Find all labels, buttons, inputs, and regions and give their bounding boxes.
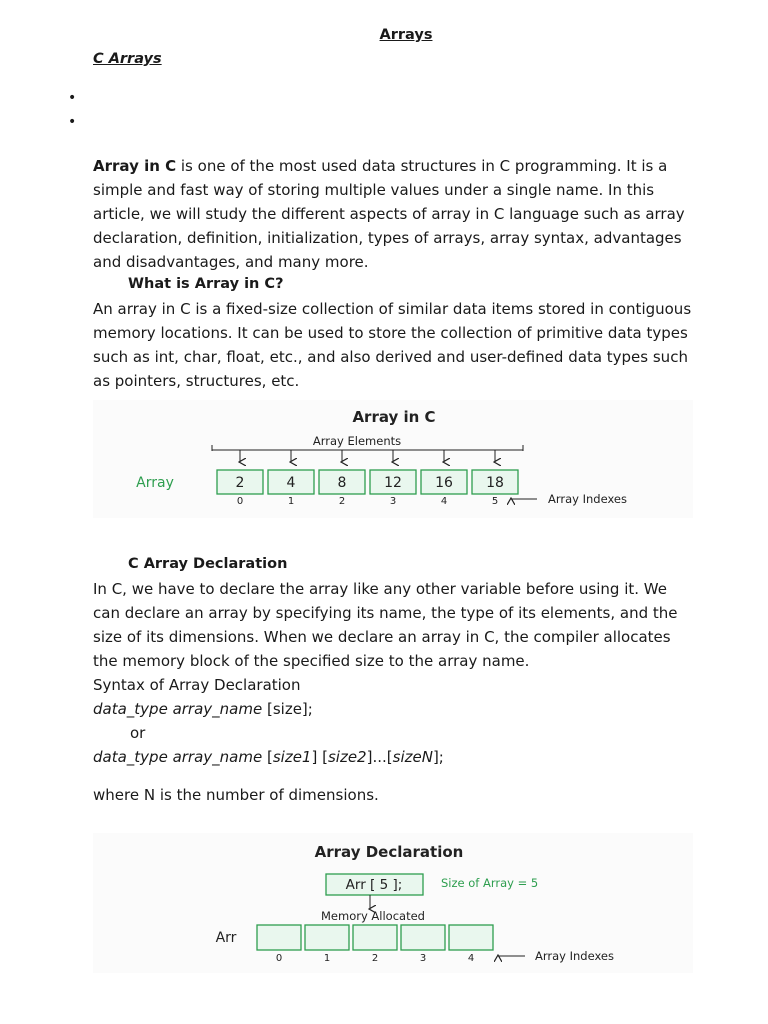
array-in-c-diagram: [93, 400, 693, 518]
array-index: 1: [287, 496, 295, 507]
document-title: Arrays: [379, 27, 433, 43]
syntax-nd: [93, 745, 444, 769]
array-indexes-label: Array Indexes: [548, 492, 628, 506]
array-index: 4: [440, 496, 448, 507]
memory-cell: [449, 925, 493, 950]
array-cell-value: 8: [337, 475, 347, 491]
array-label: Array: [136, 475, 174, 491]
syntax-label: Syntax of Array Declaration: [93, 676, 301, 694]
figure1-title: Array in C: [352, 408, 436, 426]
what-is-array-heading: What is Array in C?: [128, 276, 284, 292]
syntax-punct: ] [: [311, 748, 328, 766]
array-index: 0: [236, 496, 244, 507]
array-cell-value: 18: [486, 475, 504, 491]
array-cell-value: 16: [435, 475, 453, 491]
empty-bullet: •: [68, 90, 77, 106]
dimensions-note: where N is the number of dimensions.: [93, 786, 379, 804]
syntax-punct: ];: [432, 748, 444, 766]
memory-cell: [353, 925, 397, 950]
array-cell-value: 4: [286, 475, 296, 491]
array-in-c-figure: [93, 400, 693, 518]
syntax-name: array_name: [172, 748, 263, 766]
syntax-size1: size1: [272, 748, 312, 766]
array-index: 3: [419, 953, 427, 964]
array-index: 4: [467, 953, 475, 964]
syntax-1d: [93, 697, 313, 721]
memory-cell: [401, 925, 445, 950]
array-declaration-figure: [93, 833, 693, 973]
array-index: 5: [491, 496, 499, 507]
intro-text: is one of the most used data structures in C programming. It is a simple and fast way of storing multiple values under a single name. In this article, we will study the different aspects of array in C language such as array declaration, definition, initialization, types of arrays, array syntax, advantages and disadvantages, and many more.: [93, 157, 685, 271]
memory-cell: [257, 925, 301, 950]
array-index: 2: [371, 953, 379, 964]
what-is-array-paragraph: An array in C is a fixed-size collection of similar data items stored in contiguous memory locations. It can be used to store the collection of primitive data types such as int, char, float, etc., and also derived and user-defined data types such as pointers, structures, etc.: [93, 300, 692, 390]
syntax-size2: size2: [327, 748, 367, 766]
array-index: 3: [389, 496, 397, 507]
array-declaration-diagram: [93, 833, 693, 973]
array-declaration-heading: C Array Declaration: [128, 556, 288, 572]
array-cell-value: 12: [384, 475, 402, 491]
syntax-name: array_name: [172, 700, 263, 718]
document-subtitle: C Arrays: [93, 51, 162, 67]
array-index: 0: [275, 953, 283, 964]
memory-allocated-label: Memory Allocated: [321, 909, 425, 923]
memory-cell: [305, 925, 349, 950]
array-elements-label: Array Elements: [312, 434, 402, 448]
declaration-code: Arr [ 5 ];: [345, 877, 403, 893]
arr-label: Arr: [215, 930, 237, 946]
syntax-punct: [: [262, 748, 273, 766]
intro-paragraph: [93, 154, 693, 274]
syntax-or: or: [130, 724, 146, 742]
syntax-type: data_type: [93, 748, 168, 766]
array-index: 2: [338, 496, 346, 507]
intro-bold-term: Array in C: [93, 157, 177, 175]
empty-bullet: •: [68, 114, 77, 130]
syntax-punct: ]...[: [366, 748, 393, 766]
array-index: 1: [323, 953, 331, 964]
size-of-array-note: Size of Array = 5: [441, 876, 539, 890]
array-cell-value: 2: [235, 475, 245, 491]
syntax-size: [size];: [262, 700, 313, 718]
figure2-title: Array Declaration: [314, 843, 464, 861]
array-declaration-paragraph: In C, we have to declare the array like any other variable before using it. We can declare an array by specifying its name, the type of its elements, and the size of its dimensions. When we declare an array in C, the compiler allocates the memory block of the specified size to the array name.: [93, 580, 678, 670]
array-indexes-label: Array Indexes: [535, 949, 615, 963]
syntax-sizeN: sizeN: [392, 748, 433, 766]
syntax-type: data_type: [93, 700, 168, 718]
